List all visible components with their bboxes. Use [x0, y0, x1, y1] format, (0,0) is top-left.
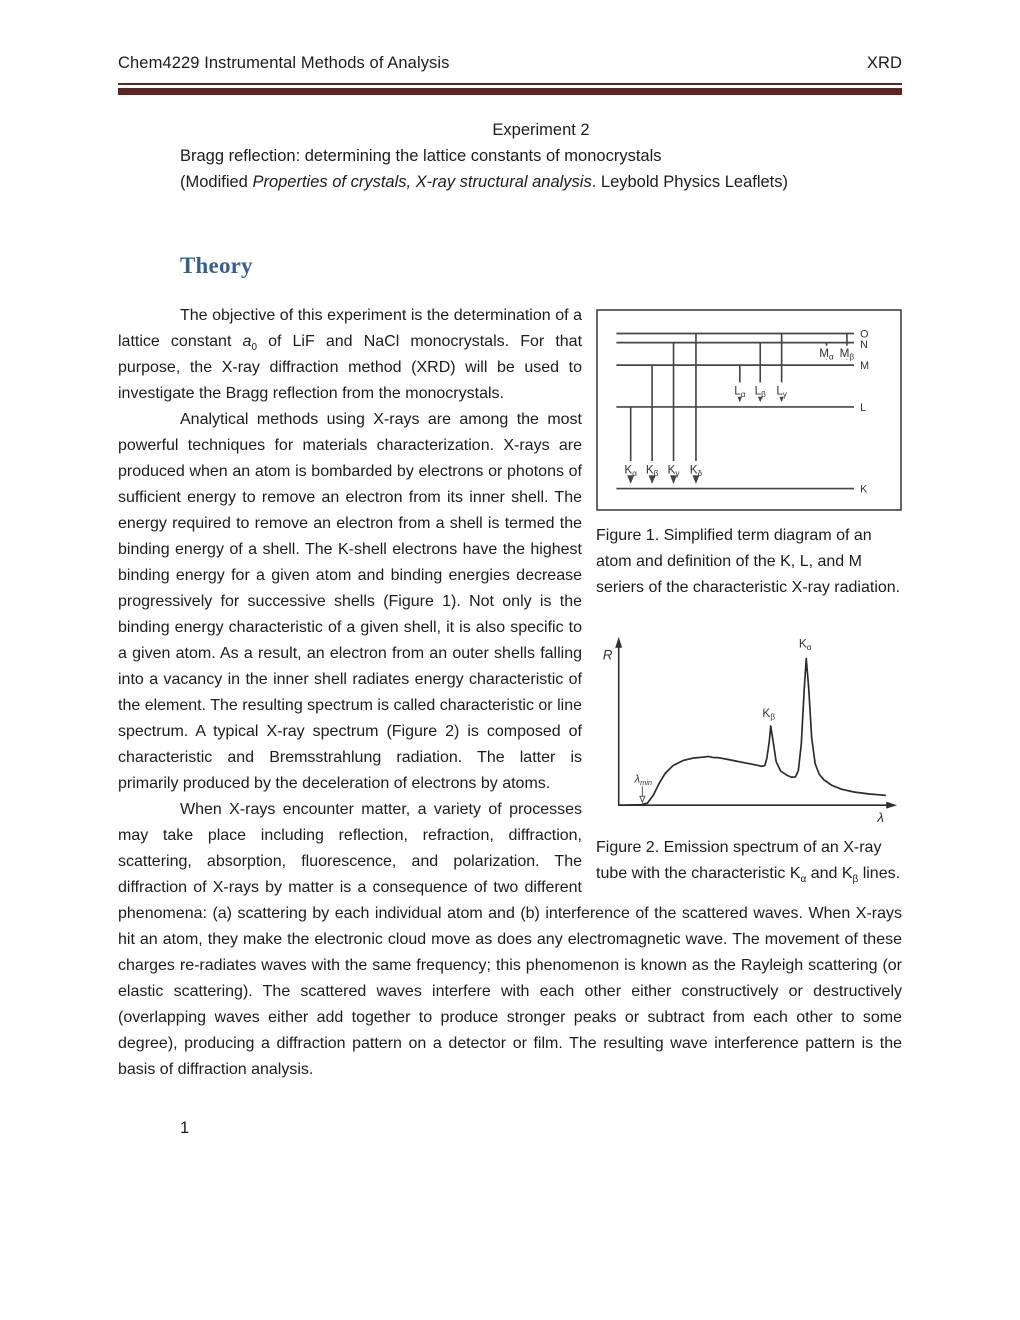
header-course: Chem4229 Instrumental Methods of Analysis: [118, 54, 450, 72]
k-alpha-label: $K_\alpha$: [624, 463, 637, 478]
level-label-O: O: [860, 328, 869, 341]
figure2-caption: Figure 2. Emission spectrum of an X-ray tube with the characteristic $K_\alpha$ and $K_\beta$ lines.: [596, 839, 901, 886]
y-axis-arrowhead: [615, 637, 622, 648]
experiment-title: Experiment 2: [492, 121, 590, 139]
x-axis-label: λ: [877, 810, 884, 825]
spectrum-curve: [619, 659, 886, 806]
m-beta-label: $M_\beta$: [839, 346, 855, 362]
y-axis-label: R: [602, 647, 613, 663]
k-gamma-label: $K_\gamma$: [667, 463, 680, 478]
lambda-min-arrow: [640, 796, 645, 802]
experiment-source-line: (Modified Properties of crystals, X-ray structural analysis. Leybold Physics Leaflets): [180, 173, 789, 191]
header-rule-thick: [118, 88, 902, 95]
level-label-M: M: [860, 360, 870, 373]
figure1-term-diagram: [596, 309, 902, 511]
experiment-subtitle: Bragg reflection: determining the lattice constants of monocrystals: [180, 147, 662, 165]
level-label-K: K: [860, 483, 868, 496]
page-header: [118, 54, 902, 83]
paragraph-xray-matter: When X-rays encounter matter, a variety of processes may take place including reflection, refraction, diffraction, scattering, absorption, fluorescence, and polarization. The diffraction of X-rays by matter is a consequence of two different phenomena: (a) scattering by each individual atom and (b) interference of the scattered waves. When X-rays hit an atom, they make the electronic cloud move as does any electromagnetic wave. The movement of these charges re-radiates waves with the same frequency; this phenomenon is known as the Rayleigh scattering (or elastic scattering). The scattered waves interfere with each other either constructively or destructively (overlapping waves either add together to produce stronger peaks or subtract from each other to some degree), producing a diffraction pattern on a detector or film. The resulting wave interference pattern is the basis of diffraction analysis.: [118, 801, 902, 1078]
paragraph-objective: The objective of this experiment is the determination of a lattice constant $a_0$ of LiF and NaCl monocrystals. For that purpose, the X-ray diffraction method (XRD) will be used to investigate the Bragg reflection from the monocrystals.: [118, 307, 583, 402]
header-topic: XRD: [866, 54, 902, 72]
x-axis-arrowhead: [886, 802, 897, 809]
title-block: [118, 117, 902, 195]
page-number: 1: [180, 1119, 190, 1137]
k-beta-peak-label: $K_\beta$: [762, 706, 776, 722]
paragraph-analytical-methods: Analytical methods using X-rays are among the most powerful techniques for materials characterization. X-rays are produced when an atom is bombarded by electrons or photons of sufficient energy to remove an electron from its inner shell. The energy required to remove an electron from a shell is termed the binding energy of a shell. The K-shell electrons have the highest binding energy for a given atom and binding energies decrease progressively for successive shells (Figure 1). Not only is the binding energy characteristic of a given shell, it is also specific to a given atom. As a result, an electron from an outer shells falling into a vacancy in the inner shell radiates energy characteristic of the element. The resulting spectrum is called characteristic or line spectrum. A typical X-ray spectrum (Figure 2) is composed of characteristic and Bremsstrahlung radiation. The latter is primarily produced by the deceleration of electrons by atoms.: [118, 411, 582, 792]
m-alpha-label: $M_\alpha$: [819, 346, 834, 362]
source-italic: Properties of crystals, X-ray structural analysis: [252, 173, 592, 191]
l-beta-label: $L_\beta$: [754, 384, 766, 400]
k-beta-label: $K_\beta$: [645, 463, 659, 478]
l-gamma-label: $L_\gamma$: [776, 384, 787, 400]
section-heading-theory: Theory: [180, 253, 253, 278]
k-delta-label: $K_\delta$: [689, 463, 703, 478]
figure1-caption: Figure 1. Simplified term diagram of an atom and definition of the K, L, and M seriers of the characteristic X-ray radiation.: [596, 527, 901, 596]
l-alpha-label: $L_\alpha$: [734, 384, 746, 400]
header-rule: [118, 83, 902, 95]
lambda-min-label: $\lambda_{min}$: [634, 773, 652, 787]
figures-column: [596, 309, 902, 887]
level-label-L: L: [860, 402, 867, 415]
figure2-emission-spectrum: [596, 617, 902, 825]
lattice-constant-symbol: a: [242, 333, 252, 350]
body-text: [118, 303, 902, 1083]
level-label-N: N: [860, 338, 868, 351]
k-alpha-peak-label: $K_\alpha$: [798, 636, 812, 653]
